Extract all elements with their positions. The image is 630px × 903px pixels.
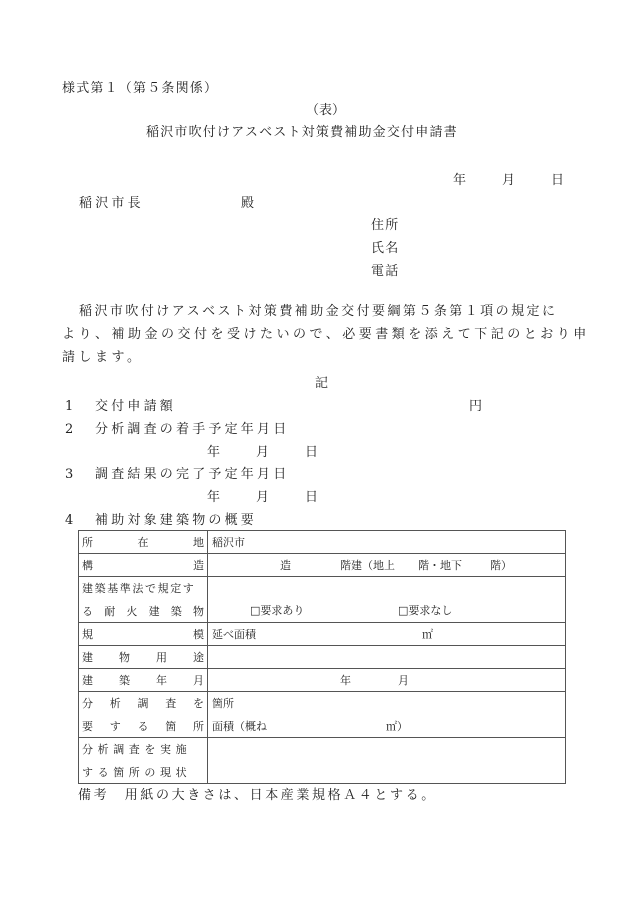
row-built-date [79, 669, 566, 692]
item-1-label: 交付申請額 [95, 399, 177, 414]
built-year: 年 [340, 674, 351, 687]
scale-value[interactable] [208, 623, 566, 646]
applicant-name-label: 氏名 [371, 241, 400, 256]
form-number: 様式第１（第５条関係） [62, 81, 219, 96]
label-char: 分 [82, 697, 93, 711]
label-char: 築 [170, 604, 182, 618]
label-char: 月 [193, 674, 204, 687]
survey-area-size-label: 面積（概ね [212, 719, 267, 733]
addressee-name: 稲沢市長 [79, 196, 144, 211]
item-4-label: 補助対象建築物の概要 [95, 513, 258, 528]
date-year: 年 [453, 173, 467, 188]
label-char: 火 [126, 604, 138, 618]
label-char: 物 [192, 604, 204, 618]
date-day: 日 [551, 173, 565, 188]
label-char: 模 [193, 628, 204, 641]
built-month: 月 [398, 674, 409, 687]
note: 備考 用紙の大きさは、日本産業規格Ａ４とする。 [78, 788, 437, 803]
item-3-label: 調査結果の完了予定年月日 [95, 467, 290, 482]
body-line-3: 請します。 [62, 350, 144, 365]
body-line-2: より、補助金の交付を受けたいので、必要書類を添えて下記のとおり申 [62, 327, 590, 342]
item-3-year: 年 [207, 490, 221, 505]
item-1-unit: 円 [469, 399, 483, 414]
date-month: 月 [502, 173, 516, 188]
label-char: 地 [193, 536, 204, 549]
item-4-number: 4 [65, 513, 74, 528]
building-overview-table [78, 530, 566, 784]
structure-value[interactable] [208, 554, 566, 577]
label-char: 析 [109, 697, 121, 711]
built-value[interactable] [208, 669, 566, 692]
label-char: 所 [193, 719, 204, 733]
survey-status-label-2: する箇所の現状 [82, 765, 192, 779]
survey-area-count-label: 箇所 [212, 697, 234, 711]
structure-kai-chika: 階・地下 [418, 559, 462, 572]
label-char: 規 [82, 628, 93, 641]
survey-status-value[interactable] [208, 738, 566, 784]
body-line-1: 稲沢市吹付けアスベスト対策費補助金交付要綱第５条第１項の規定に [79, 304, 558, 319]
row-structure [79, 554, 566, 577]
label-char: 査 [165, 697, 177, 711]
addressee-honorific: 殿 [241, 196, 255, 211]
structure-zo: 造 [280, 559, 291, 572]
document-title: 稲沢市吹付けアスベスト対策費補助金交付申請書 [146, 125, 458, 140]
ki-label: 記 [315, 376, 329, 391]
label-char: 建 [148, 604, 160, 618]
label-char: 調 [137, 697, 149, 711]
label-char: 途 [193, 651, 204, 664]
structure-kai-end: 階） [490, 559, 512, 572]
label-char: 建 [82, 651, 93, 664]
row-survey-status [79, 738, 566, 784]
label-char: す [109, 719, 121, 733]
location-value[interactable]: 稲沢市 [208, 531, 566, 554]
survey-status-label-1: 分析調査を実施 [82, 743, 192, 757]
item-2-label: 分析調査の着手予定年月日 [95, 422, 290, 437]
label-char: 物 [119, 651, 130, 664]
item-3-number: 3 [65, 467, 74, 482]
item-3-day: 日 [305, 490, 319, 505]
applicant-phone-label: 電話 [371, 264, 400, 279]
item-1-number: 1 [65, 399, 74, 414]
label-char: 構 [82, 559, 93, 572]
label-char: 築 [119, 674, 130, 687]
item-2-day: 日 [305, 445, 319, 460]
side-label: （表） [306, 103, 346, 118]
label-char: 造 [193, 559, 204, 572]
fireproof-not-required-checkbox[interactable]: □要求なし [398, 604, 453, 618]
item-2-month: 月 [256, 445, 270, 460]
survey-area-unit: ㎡） [386, 719, 408, 733]
label-char: 用 [156, 651, 167, 664]
item-2-year: 年 [207, 445, 221, 460]
label-char: 耐 [104, 604, 116, 618]
usage-value[interactable] [208, 646, 566, 669]
label-char: 在 [137, 536, 149, 549]
item-2-number: 2 [65, 422, 74, 437]
row-usage [79, 646, 566, 669]
survey-area-value[interactable] [208, 692, 566, 738]
scale-unit: ㎡ [422, 628, 433, 641]
scale-floor-area-label: 延べ面積 [212, 628, 256, 641]
row-location [79, 531, 566, 554]
label-char: を [193, 697, 204, 711]
label-char: 建 [82, 674, 93, 687]
label-char: 所 [82, 536, 93, 549]
label-char: る [137, 719, 149, 733]
label-char: る [82, 604, 93, 618]
row-fireproof [79, 577, 566, 623]
applicant-address-label: 住所 [371, 218, 400, 233]
fireproof-label-1: 建築基準法で規定す [82, 582, 196, 596]
structure-kaidate: 階建（地上 [340, 559, 395, 572]
label-char: 箇 [165, 719, 177, 733]
row-scale [79, 623, 566, 646]
label-char: 年 [156, 674, 167, 687]
fireproof-required-checkbox[interactable]: □要求あり [250, 604, 305, 618]
item-3-month: 月 [256, 490, 270, 505]
row-survey-area [79, 692, 566, 738]
label-char: 要 [82, 719, 93, 733]
